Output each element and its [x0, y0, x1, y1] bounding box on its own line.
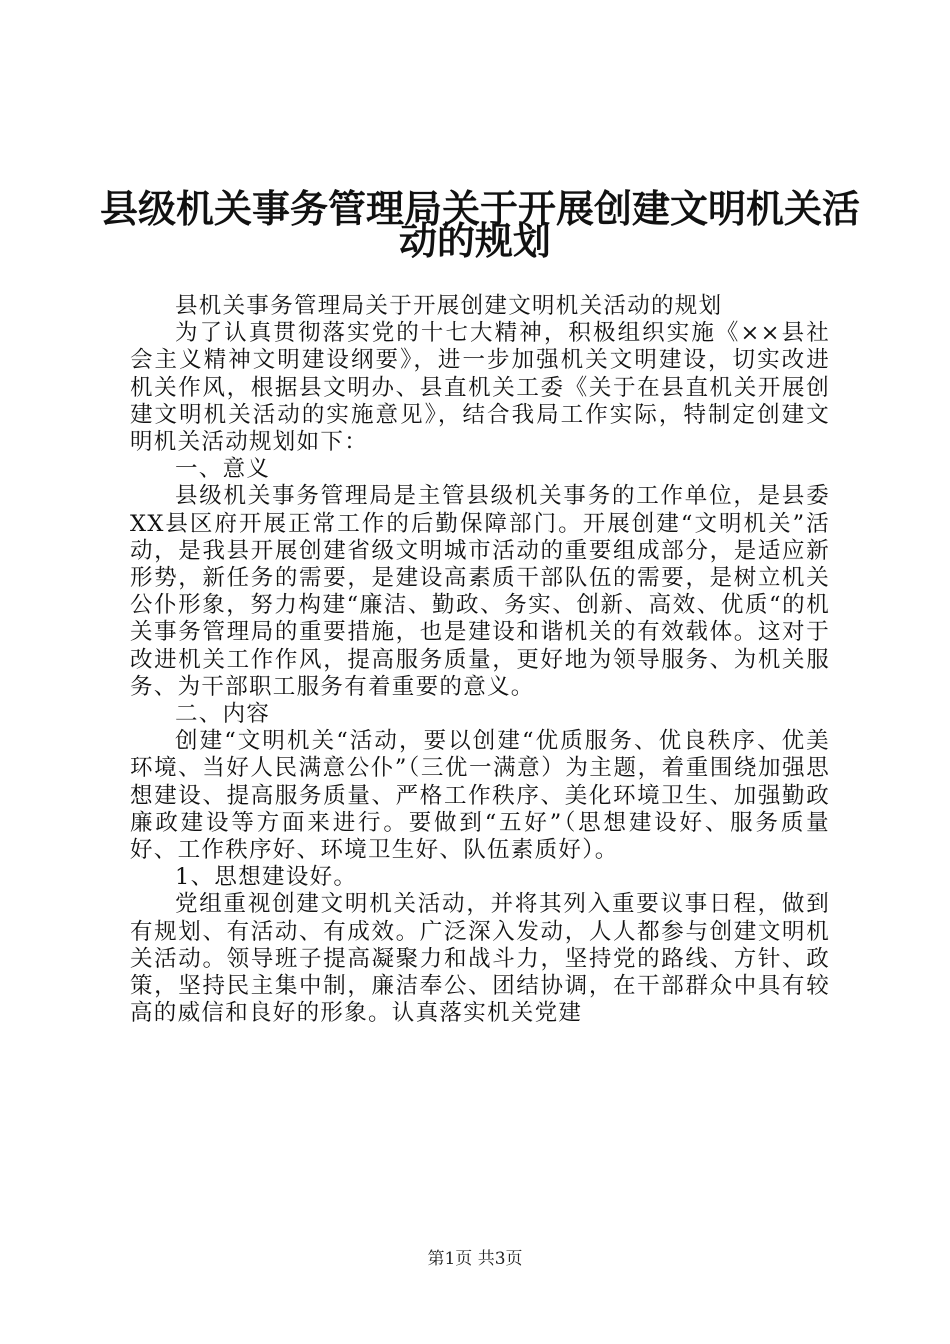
- section-heading-1: 一、意义: [175, 456, 271, 483]
- paragraph-content: 创建“文明机关“活动，要以创建“优质服务、优良秩序、优美环境、当好人民满意公仆”（三优一满意）为主题，着重围绕加强思想建设、提高服务质量、严格工作秩序、美化环境卫生、加强勤政廉政建设等方面来进行。要做到“五好”（思想建设好、服务质量好、工作秩序好、环境卫生好、队伍素质好）。: [130, 728, 830, 864]
- document-title-line-1: 县级机关事务管理局关于开展创建文明机关活: [100, 186, 861, 231]
- page-footer: 第1页 共3页: [427, 1249, 523, 1269]
- paragraph-intro: 为了认真贯彻落实党的十七大精神，积极组织实施《××县社会主义精神文明建设纲要》，进一步加强机关文明建设，切实改进机关作风，根据县文明办、县直机关工委《关于在县直机关开展创建文明机关活动的实施意见》，结合我局工作实际，特制定创建文明机关活动规划如下：: [130, 320, 830, 456]
- section-heading-2: 二、内容: [175, 701, 271, 728]
- document-body: [130, 293, 830, 1027]
- paragraph-significance: 县级机关事务管理局是主管县级机关事务的工作单位，是县委XX县区府开展正常工作的后勤保障部门。开展创建“文明机关”活动，是我县开展创建省级文明城市活动的重要组成部分，是适应新形势，新任务的需要，是建设高素质干部队伍的需要，是树立机关公仆形象，努力构建“廉洁、勤政、务实、创新、高效、优质“的机关事务管理局的重要措施，也是建设和谐机关的有效载体。这对于改进机关工作作风，提高服务质量，更好地为领导服务、为机关服务、为干部职工服务有着重要的意义。: [130, 483, 830, 700]
- paragraph-subtitle: 县机关事务管理局关于开展创建文明机关活动的规划: [175, 293, 723, 319]
- document-title-line-2: 动的规划: [398, 218, 551, 263]
- subsection-heading-1: 1、思想建设好。: [175, 864, 358, 891]
- paragraph-ideology: 党组重视创建文明机关活动，并将其列入重要议事日程，做到有规划、有活动、有成效。广泛深入发动，人人都参与创建文明机关活动。领导班子提高凝聚力和战斗力，坚持党的路线、方针、政策，坚持民主集中制，廉洁奉公、团结协调，在干部群众中具有较高的威信和良好的形象。认真落实机关党建: [130, 891, 830, 1027]
